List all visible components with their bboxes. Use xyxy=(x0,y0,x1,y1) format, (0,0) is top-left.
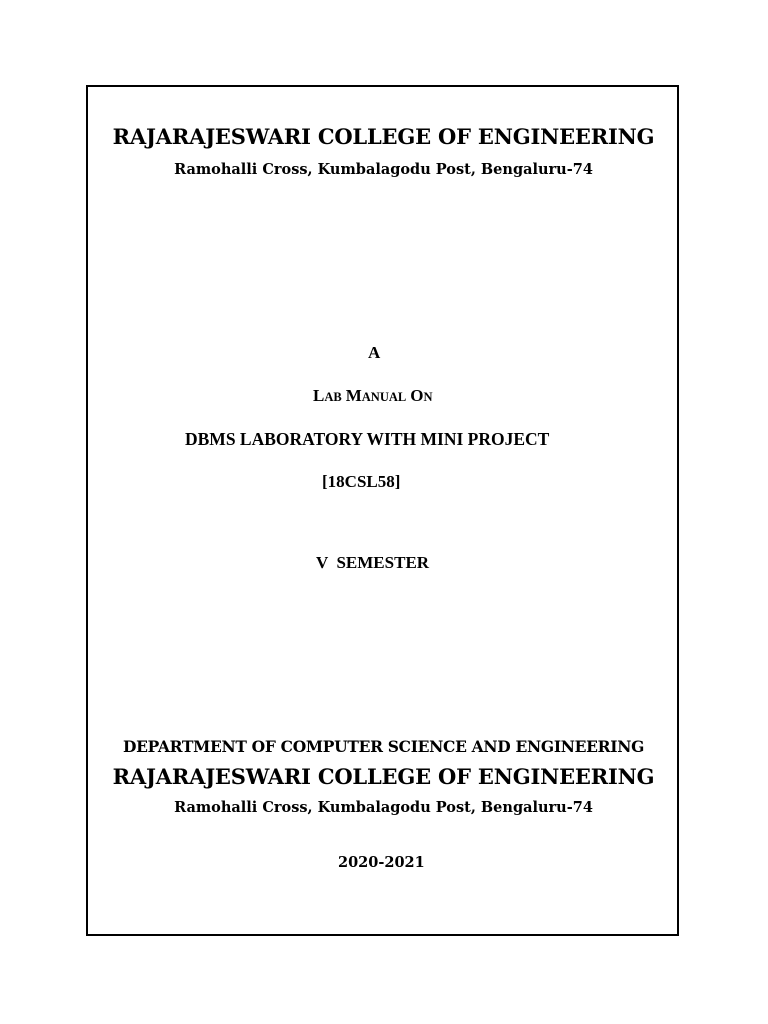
college-name-footer: RAJARAJESWARI COLLEGE OF ENGINEERING xyxy=(112,764,655,789)
lab-word-initial: L xyxy=(313,386,325,405)
article-a: A xyxy=(368,343,381,362)
on-word-rest: N xyxy=(423,390,433,404)
subject-title: DBMS LABORATORY WITH MINI PROJECT xyxy=(185,429,550,449)
academic-year: 2020-2021 xyxy=(338,854,425,871)
manual-word-rest: ANUAL xyxy=(361,390,407,404)
on-word-initial: O xyxy=(410,386,424,405)
lab-manual-on-heading xyxy=(313,386,432,406)
lab-word-rest: AB xyxy=(324,390,342,404)
semester-label: V SEMESTER xyxy=(316,553,430,572)
college-address-footer: Ramohalli Cross, Kumbalagodu Post, Bengaluru-74 xyxy=(174,799,593,816)
manual-word-initial: M xyxy=(345,386,362,405)
department-name: DEPARTMENT OF COMPUTER SCIENCE AND ENGINEERING xyxy=(122,737,645,756)
course-code: [18CSL58] xyxy=(322,472,401,491)
college-address-header: Ramohalli Cross, Kumbalagodu Post, Bengaluru-74 xyxy=(174,161,593,178)
college-name-header: RAJARAJESWARI COLLEGE OF ENGINEERING xyxy=(112,124,655,149)
